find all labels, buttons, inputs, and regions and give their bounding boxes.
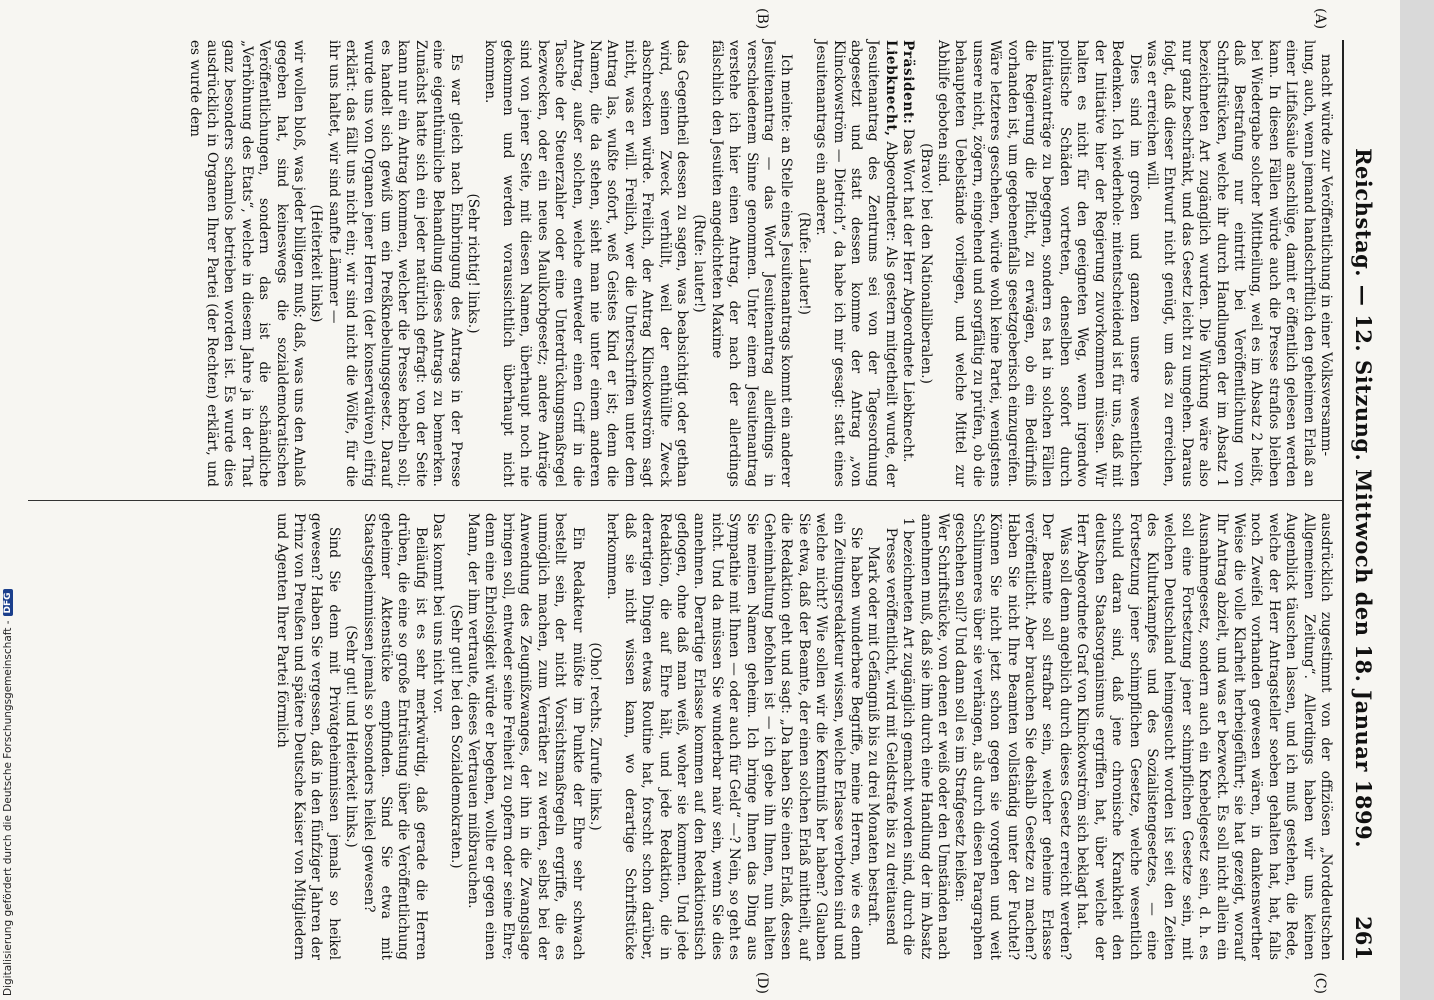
- margin-marker-a: (A): [1312, 8, 1328, 30]
- interjection: (Sehr gut! bei den Sozialdemokraten.): [447, 604, 464, 869]
- paragraph: das Gegentheil dessen zu sagen, was beabsichtigt oder gethan wird, seinen Zweck verhüllt, weil der enthüllte Zweck abschrecken würde. Freilich, der Antrag Klinckowström sagt nicht, was er will. Freilich, wer die Unterschriften unter dem Antrag las, wußte sofort, weß Geistes Kind er ist; denn die Namen, die da stehen, sieht man nie unter einem anderen Antrag, außer solchen, welche entweder einen Griff in die Tasche der Steuerzahler oder eine Unterdrückungsmaßregel bezwecken, oder ein neues Maulkorbgesetz; andere Anträge sind von jener Seite, mit diesen Namen, überhaupt noch nie gekommen und werden voraussichtlich überhaupt nicht kommen.: [482, 40, 690, 487]
- credit-text: Digitalisierung gefördert durch die Deutsche Forschungsgemeinschaft -: [2, 620, 14, 996]
- margin-marker-c: (C): [1312, 972, 1328, 994]
- margin-marker-d: (D): [754, 971, 770, 994]
- paragraph: macht würde zur Veröffentlichung in einer Volksversamm-: [1318, 54, 1334, 457]
- speaker-paragraph: [812, 40, 899, 487]
- paragraph: Ein Redakteur müßte im Punkte der Ehre sehr schwach bestellt sein, der nicht Vorsichtsmaßregeln ergriffe, die es unmöglich machen, zum Verräther zu werden, selbst bei der Anwendung des Zeugnißzwanges, der ihn in die Zwangslage bringen soll, entweder seine Freiheit zu opfern oder seine Ehre; denn eine Ehrlosigkeit würde er begehen, wollte er gegen einen Mann, der ihm vertraute, dieses Vertrauen mißbrauchen.: [465, 513, 586, 960]
- digitization-credit: [2, 589, 14, 996]
- interjection: Wer Schriftstücke, von denen er weiß oder den Umständen nach annehmen muß, daß sie ihm durch eine Handlung der im Absatz 1 bezeichneten Art zugänglich gemacht worden sind, durch die Presse veröffentlicht, wird mit Geldstrafe bis zu dreitausend Mark oder mit Gefängniß bis zu drei Monaten bestraft.: [865, 513, 952, 960]
- paragraph: ausdrücklich zugestimmt von der offiziösen „Norddeutschen Allgemeinen Zeitung“. Allerdings haben wir uns keinen Augenblick täuschen lassen, und ich muß gestehen, die Rede, welche der Herr Antragsteller soeben gehalten hat, hat, falls noch Zweifel vorhanden gewesen wären, in dankenswerther Weise die volle Klarheit herbeigeführt; sie hat gezeigt, worauf Ihr Antrag abzielt, und was er bezweckt. Es soll nicht allein ein Ausnahmegesetz, sondern auch ein Knebelgesetz sein, d. h. es soll eine Fortsetzung jener schimpflichen Gesetze sein, mit welchen Deutschland heimgesucht worden ist seit den Zeiten des Kulturkampfes und des Sozialistengesetzes, — eine Fortsetzung jener schimpflichen Gesetze, welche wesentlich schuld daran sind, daß jene chronische Krankheit den deutschen Staatsorganismus ergriffen hat, über welche der Herr Abgeordnete Graf von Klinckowström sich beklagt hat.: [1074, 513, 1334, 960]
- page-number: 261: [1351, 916, 1377, 960]
- left-column: [185, 40, 1334, 487]
- right-column: [272, 513, 1334, 960]
- speaker-paragraph: [899, 40, 916, 487]
- interjection: (Heiterkeit links): [308, 204, 325, 323]
- paragraph: Sie haben wunderbare Begriffe, meine Herren, wie es denn ein Zeitungsredakteur wissen, welche Erlasse verboten sind und welche nicht? Wie sollen wir die Kenntniß her haben? Glauben Sie etwa, daß der Beamte, der einen solchen Erlaß mittheilt, auf die Redaktion geht und sagt: „Da haben Sie einen Erlaß, dessen Geheimhaltung befohlen ist — ich gebe ihn Ihnen, nun halten Sie meinen Namen geheim. Ich bringe Ihnen das Ding aus Sympathie mit Ihnen — oder auch für Geld“ —? Nein, so geht es nicht. Und da müssen Sie wunderbar naiv sein, wenn Sie dies annehmen. Derartige Erlasse kommen auf den Redaktionstisch geflogen, ohne daß man weiß, woher sie kommen. Und jede Redaktion, die auf Ehre hält, und jede Redaktion, die in derartigen Dingen etwas Routine hat, forscht schon darüber, daß sie nicht wissen kann, wo derartige Schriftstücke herkommen.: [604, 513, 865, 960]
- header-rule: [1342, 40, 1344, 960]
- speaker-text: Das Wort hat der Herr Abgeordnete Liebknecht.: [900, 124, 917, 463]
- interjection: (Rufe: Lauter!): [795, 212, 812, 315]
- paragraph: Dies sind im großen und ganzen unsere wesentlichen Bedenken. Ich wiederhole: mitentscheidend ist für uns, daß mit der Initiative hier der Regierung zuvorkommen müssen. Wir halten es nicht für den geeigneten Weg, wenn irgendwo politische Schäden vortreten, denselben sofort durch Initiativanträge zu begegnen, sondern es hat in solchen Fällen die Regierung die Pflicht, zu erwägen, ob ein Bedürfniß vorhanden ist, um gegebenenfalls gesetzgeberisch einzugreifen. Wäre letzteres geschehen, würde wohl keine Partei, wenigstens unsere nicht, zögern, eingehend und sorgfältig zu prüfen, ob die behaupteten Uebelstände vorliegen, und welche Mittel zur Abhilfe geboten sind.: [935, 40, 1143, 487]
- header-title: Reichstag. — 12. Sitzung. Mittwoch den 18. Januar 1899.: [1351, 148, 1377, 849]
- column-divider: [28, 500, 1342, 501]
- speaker-name: Präsident:: [900, 40, 917, 125]
- interjection: (Sehr gut! und Heiterkeit links.): [343, 625, 360, 848]
- speaker-text: Abgeordneter: Als gestern mitgetheilt wurde, der Jesuitenantrag des Zentrums sei von der Tagesordnung abgesetzt und statt dessen komme der Antrag „von Klinckowström — Dietrich“, da habe ich mir gesagt: statt eines Jesuitenantrags ein anderer.: [813, 40, 899, 487]
- page-header: [1346, 40, 1382, 960]
- paragraph: Das kommt bei uns nicht vor.: [430, 513, 447, 714]
- interjection: (Bravo! bei den Nationalliberalen.): [917, 143, 934, 384]
- paragraph: Es war gleich nach Einbringung des Antrags in der Presse eine eigenthümliche Behandlung dieses Antrags zu bemerken. Zunächst hatte sich ein jeder natürlich gefragt: von der Seite kann nur ein Antrag kommen, welcher die Presse knebeln soll; es handelt sich gewiß um ein Preßknebelungsgesetz. Darauf wurde uns von Organen jener Herren (der konservativen) eifrig erklärt: das fällt uns nicht ein; wir sind nicht die Wölfe, für die ihr uns haltet, wir sind sanfte Lämmer —: [325, 40, 464, 487]
- paragraph: lung, auch, wenn jemand handschriftlich den geheimen Erlaß an einer Litfaßsäule anschlüge, damit er öffentlich gelesen werden kann. In diesen Fällen würde auch die Presse straflos bleiben bei Wiedergabe solcher Mittheilung, weil es im Absatz 2 heißt, daß Bestrafung nur eintritt bei Veröffentlichung von Schriftstücken, welche ihr durch Handlungen der im Absatz 1 bezeichneten Art zugänglich wurden. Die Wirkung wäre also nur ganz beschränkt, und das Gesetz leicht zu umgehen. Daraus folgt, daß dieser Entwurf nicht genügt, um das zu erreichen, was er erreichen will.: [1143, 40, 1317, 487]
- paragraph: wir wollen bloß, was jeder billigen muß; daß, was uns den Anlaß gegeben hat, sind keineswegs die sozialdemokratischen Veröffentlichungen, sondern das ist die schändliche „Verhöhnung des Etats“, welche in diesem Jahre ja in der That ganz besonders schamlos betrieben worden ist. Es wurde dies ausdrücklich in Organen Ihrer Partei (der Rechten) erklärt, und es wurde dem: [186, 40, 308, 487]
- paragraph: Beiläufig ist es sehr merkwürdig, daß gerade die Herren drüben, die eine so große Entrüstung über die Veröffentlichung geheimer Aktenstücke empfinden. Sind Sie etwa mit Staatsgeheimnissen jemals so besonders heikel gewesen?: [360, 513, 429, 960]
- paragraph: Was soll denn angeblich durch dieses Gesetz erreicht werden? Der Beamte soll strafbar sein, welcher geheime Erlasse veröffentlicht. Aber brauchen Sie deshalb Gesetze zu machen? Haben Sie nicht Ihre Beamten vollständig unter der Fuchtel? Können Sie nicht jetzt schon gegen sie vorgehen und weit Schlimmeres über sie verhängen, als durch diesen Paragraphen geschehen soll? Und dann soll es im Strafgesetz heißen:: [952, 513, 1073, 960]
- dfg-logo-icon: DFG: [3, 589, 13, 616]
- interjection: (Sehr richtig! links.): [465, 193, 482, 334]
- speaker-name: Liebknecht,: [882, 40, 899, 137]
- margin-marker-b: (B): [754, 8, 770, 30]
- paragraph: Ich meinte: an Stelle eines Jesuitenantrags kommt ein anderer Jesuitenantrag — das Wort Jesuitenantrag allerdings in verschiedenem Sinne genommen. Unter einem Jesuitenantrag verstehe ich hier einen Antrag, der nach der allerdings fälschlich den Jesuiten angedichteten Maxime: [708, 40, 795, 487]
- interjection: (Oho! rechts. Zurufe links.): [586, 642, 603, 831]
- interjection: (Rufe: lauter!): [691, 214, 708, 313]
- paragraph: Sind Sie denn mit Privatgeheimnissen jemals so heikel gewesen? Haben Sie vergessen, daß in den fünfziger Jahren der Prinz von Preußen und spätere Deutsche Kaiser von Mitgliedern und Agenten Ihrer Partei förmlich: [273, 513, 342, 960]
